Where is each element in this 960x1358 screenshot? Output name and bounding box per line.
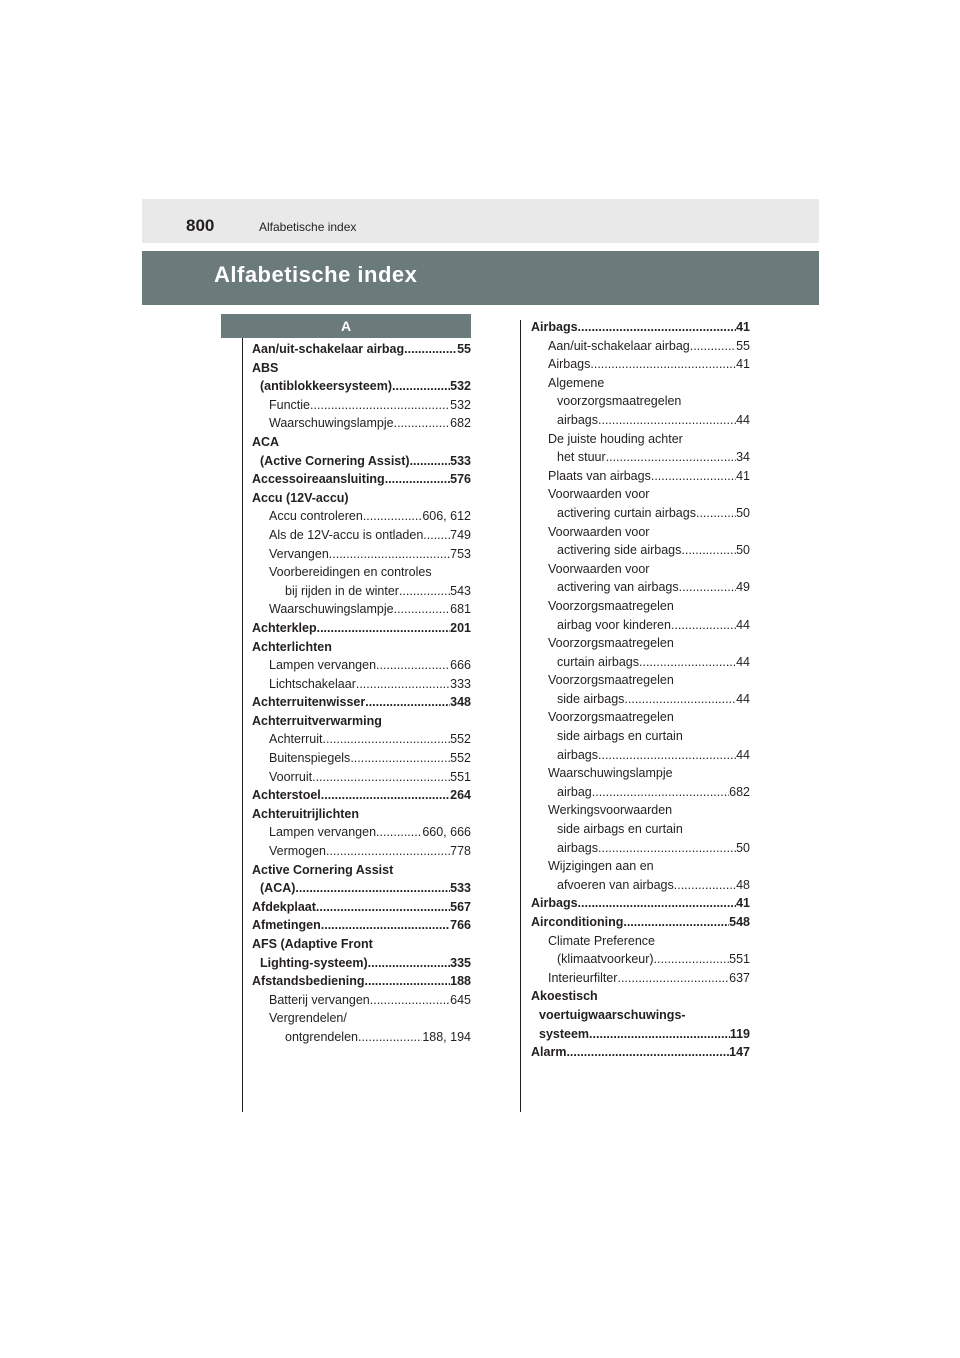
index-entry-term: Afstandsbediening: [252, 974, 365, 989]
index-entry-term: Voorruit: [269, 769, 313, 784]
index-entry: [531, 1043, 750, 1062]
index-entry-leader: [681, 541, 736, 560]
index-entry: [252, 470, 471, 489]
index-entry-page: 44: [736, 617, 750, 632]
index-entry-term: afvoeren van airbags: [557, 877, 674, 892]
index-entry-term: (Active Cornering Assist): [260, 453, 410, 468]
index-entry-leader: [696, 504, 736, 523]
index-entry: [531, 504, 750, 523]
index-entry-page: 41: [736, 320, 750, 334]
index-entry-page: 333: [450, 676, 471, 691]
index-entry-term: Voorbereidingen en controles: [269, 565, 432, 580]
index-entry-page: 533: [450, 881, 471, 896]
index-entry: [531, 430, 750, 449]
header-label: Alfabetische index: [259, 220, 357, 234]
index-entry-leader: [394, 600, 451, 619]
index-entry-term: airbags: [557, 412, 598, 427]
index-entry-leader: [623, 913, 729, 932]
index-entry-leader: [674, 876, 736, 895]
index-entry-term: bij rijden in de winter: [285, 583, 399, 598]
index-entry-page: 681: [450, 602, 471, 617]
index-entry-term: Aan/uit-schakelaar airbag: [548, 338, 690, 353]
index-entry-page: 606, 612: [422, 509, 471, 524]
index-entry-term: Vervangen: [269, 546, 329, 561]
section-header-a: [221, 314, 471, 338]
index-entry-page: 532: [450, 379, 471, 394]
index-entry: [531, 560, 750, 579]
index-entry-term: side airbags: [557, 691, 625, 706]
index-entry: [531, 578, 750, 597]
index-entry-leader: [368, 954, 450, 973]
index-entry: [531, 969, 750, 988]
index-entry: [531, 671, 750, 690]
index-entry: [252, 433, 471, 452]
index-entry-leader: [365, 693, 450, 712]
index-entry: [531, 653, 750, 672]
index-entry: [252, 414, 471, 433]
index-entry-leader: [326, 842, 450, 861]
index-entry-leader: [312, 768, 450, 787]
index-entry-page: 645: [450, 992, 471, 1007]
index-entry: [252, 619, 471, 638]
index-entry-leader: [363, 507, 423, 526]
index-entry-term: Afdekplaat: [252, 899, 316, 914]
index-entry-term: Batterij vervangen: [269, 992, 370, 1007]
index-entry-term: Voorzorgsmaatregelen: [548, 710, 674, 725]
right-index-column: [531, 318, 750, 1062]
index-entry-page: 55: [457, 342, 471, 356]
index-entry-term: side airbags en curtain: [557, 729, 683, 744]
index-entry-leader: [376, 656, 450, 675]
index-entry-leader: [578, 894, 737, 913]
index-entry-term: Airbags: [531, 896, 578, 911]
index-entry-page: 44: [736, 654, 750, 669]
index-entry-term: Accu controleren: [269, 509, 363, 524]
index-entry-page: 552: [450, 751, 471, 766]
index-entry-page: 335: [450, 955, 471, 970]
index-entry-term: Active Cornering Assist: [252, 862, 394, 877]
index-entry-page: 50: [736, 505, 750, 520]
index-entry-leader: [679, 578, 736, 597]
index-entry: [252, 638, 471, 657]
index-entry: [252, 452, 471, 471]
index-entry-term: Aan/uit-schakelaar airbag: [252, 342, 405, 356]
index-entry-leader: [365, 972, 451, 991]
index-entry: [252, 675, 471, 694]
index-entry-page: 50: [736, 840, 750, 855]
index-entry: [252, 693, 471, 712]
index-entry-term: airbag: [557, 784, 592, 799]
index-entry-term: Airbags: [531, 320, 578, 334]
index-entry-term: airbags: [557, 840, 598, 855]
index-entry-leader: [566, 1043, 729, 1062]
index-entry-page: 34: [736, 450, 750, 465]
index-entry-page: 637: [729, 970, 750, 985]
index-entry: [531, 1006, 750, 1025]
index-entry-term: Achterruit: [269, 732, 323, 747]
index-entry-term: Achterruitverwarming: [252, 713, 382, 728]
index-entry-page: 44: [736, 691, 750, 706]
index-entry-leader: [404, 340, 457, 359]
index-entry-term: Waarschuwingslampje: [269, 416, 394, 431]
index-entry-term: ACA: [252, 434, 280, 449]
index-entry: [531, 746, 750, 765]
index-entry-term: AFS (Adaptive Front: [252, 937, 373, 951]
index-entry: [531, 448, 750, 467]
index-entry-page: 551: [450, 769, 471, 784]
index-entry: [531, 690, 750, 709]
index-entry: [531, 913, 750, 932]
index-entry-leader: [671, 616, 736, 635]
index-entry: [252, 730, 471, 749]
index-entry: [252, 935, 471, 954]
index-entry: [531, 1025, 750, 1044]
index-entry-term: Voorwaarden voor: [548, 487, 650, 502]
index-entry: [531, 783, 750, 802]
index-entry-term: curtain airbags: [557, 654, 639, 669]
index-entry: [531, 764, 750, 783]
index-entry-page: 576: [450, 472, 471, 487]
index-entry: [252, 879, 471, 898]
index-entry-term: Voorzorgsmaatregelen: [548, 598, 674, 613]
index-entry-term: (antiblokkeersysteem): [260, 379, 393, 394]
index-entry-term: activering side airbags: [557, 543, 682, 558]
index-entry-leader: [410, 452, 451, 471]
index-entry-term: activering curtain airbags: [557, 505, 696, 520]
index-entry-page: 201: [450, 620, 471, 635]
index-entry-term: Voorwaarden voor: [548, 524, 650, 539]
index-entry: [252, 526, 471, 545]
index-entry: [252, 340, 471, 359]
index-entry-page: 188, 194: [422, 1029, 471, 1044]
index-entry-term: Buitenspiegels: [269, 751, 351, 766]
index-entry: [252, 991, 471, 1010]
index-entry-page: 147: [729, 1045, 750, 1060]
index-entry: [252, 656, 471, 675]
index-entry-term: Voorzorgsmaatregelen: [548, 673, 674, 688]
index-entry-term: Werkingsvoorwaarden: [548, 803, 673, 818]
index-entry-leader: [690, 337, 736, 356]
right-column-divider: [520, 320, 521, 1112]
index-entry-term: Achteruitrijlichten: [252, 806, 359, 821]
index-entry-leader: [399, 582, 450, 601]
index-entry-page: 55: [736, 338, 750, 353]
index-entry-term: (klimaatvoorkeur): [557, 952, 654, 967]
index-entry: [531, 876, 750, 895]
index-entry: [531, 839, 750, 858]
index-entry-page: 41: [736, 357, 750, 372]
index-entry-page: 49: [736, 580, 750, 595]
index-entry: [252, 712, 471, 731]
index-entry-leader: [385, 470, 450, 489]
left-column-divider: [242, 338, 243, 1112]
index-entry-leader: [598, 746, 736, 765]
index-entry-page: 264: [450, 788, 471, 803]
index-entry-term: Waarschuwingslampje: [548, 766, 673, 781]
index-entry-term: Accessoireaansluiting: [252, 472, 385, 487]
index-entry-term: Achterklep: [252, 620, 317, 635]
index-entry: [531, 801, 750, 820]
index-entry: [252, 396, 471, 415]
index-entry-term: Lichtschakelaar: [269, 676, 356, 691]
page-title: Alfabetische index: [214, 262, 418, 287]
index-entry-page: 660, 666: [422, 825, 471, 840]
index-entry-term: ontgrendelen: [285, 1029, 358, 1044]
index-entry-leader: [329, 545, 450, 564]
index-entry: [252, 545, 471, 564]
index-entry-leader: [370, 991, 450, 1010]
index-entry: [531, 634, 750, 653]
index-entry-page: 567: [450, 899, 471, 914]
index-entry-page: 753: [450, 546, 471, 561]
index-entry-term: Lampen vervangen: [269, 658, 377, 673]
index-entry-page: 532: [450, 397, 471, 412]
index-entry-page: 41: [736, 896, 750, 911]
page-number: 800: [186, 216, 215, 235]
index-entry-leader: [651, 467, 736, 486]
index-entry-term: Wijzigingen aan en: [548, 859, 654, 874]
index-entry-page: 188: [450, 974, 471, 989]
index-entry-term: Afmetingen: [252, 918, 321, 933]
index-entry: [531, 708, 750, 727]
index-entry-page: 548: [729, 915, 750, 929]
index-entry-term: Vermogen: [269, 844, 326, 859]
index-entry-term: Akoestisch: [531, 989, 598, 1004]
index-entry-page: 749: [450, 527, 471, 542]
index-entry-term: Als de 12V-accu is ontladen: [269, 527, 424, 542]
index-entry: [531, 857, 750, 876]
index-entry-term: het stuur: [557, 450, 606, 465]
index-entry-term: Interieurfilter: [548, 970, 618, 985]
index-entry-term: voorzorgsmaatregelen: [557, 394, 682, 409]
index-entry: [252, 861, 471, 880]
index-entry-leader: [589, 1025, 730, 1044]
index-entry: [531, 411, 750, 430]
index-entry-leader: [578, 318, 737, 337]
index-entry-leader: [654, 950, 730, 969]
index-entry-leader: [392, 377, 450, 396]
index-entry-term: voertuigwaarschuwings-: [539, 1007, 686, 1022]
index-entry: [531, 374, 750, 393]
index-entry-page: 682: [729, 784, 750, 799]
index-entry-term: Algemene: [548, 375, 605, 390]
left-index-column: [252, 340, 471, 1047]
index-entry-term: ABS: [252, 360, 279, 375]
index-entry-term: Lighting-systeem): [260, 955, 368, 970]
index-entry-term: Achterruitenwisser: [252, 695, 366, 710]
index-entry: [252, 916, 471, 935]
index-entry-leader: [358, 1028, 422, 1047]
index-entry-term: Airbags: [548, 357, 591, 372]
index-entry-term: Vergrendelen/: [269, 1011, 347, 1026]
index-entry-page: 44: [736, 747, 750, 762]
index-entry: [252, 359, 471, 378]
index-entry: [252, 842, 471, 861]
index-entry-term: Voorwaarden voor: [548, 561, 650, 576]
index-entry: [531, 541, 750, 560]
index-entry-leader: [606, 448, 736, 467]
index-entry: [531, 467, 750, 486]
index-entry-page: 41: [736, 468, 750, 483]
index-entry-page: 543: [450, 583, 471, 598]
index-entry-page: 552: [450, 732, 471, 747]
index-entry: [531, 987, 750, 1006]
index-entry: [531, 727, 750, 746]
index-entry-term: De juiste houding achter: [548, 431, 683, 446]
index-entry: [531, 932, 750, 951]
index-entry-term: Plaats van airbags: [548, 468, 651, 483]
index-entry: [531, 950, 750, 969]
index-entry-term: Achterstoel: [252, 788, 321, 803]
index-entry-term: airbag voor kinderen: [557, 617, 671, 632]
index-entry: [531, 616, 750, 635]
index-entry-term: (ACA): [260, 881, 296, 896]
index-entry-page: 533: [450, 453, 471, 468]
index-entry-page: 48: [736, 877, 750, 892]
index-entry-page: 44: [736, 412, 750, 427]
index-entry-leader: [321, 916, 450, 935]
index-entry-leader: [323, 730, 451, 749]
index-entry-leader: [350, 749, 450, 768]
index-entry-leader: [316, 898, 450, 917]
index-entry: [252, 1009, 471, 1028]
index-entry-leader: [356, 675, 450, 694]
index-entry-leader: [295, 879, 450, 898]
index-entry-page: 666: [450, 658, 471, 673]
index-entry: [531, 485, 750, 504]
index-entry: [252, 1028, 471, 1047]
index-entry: [252, 749, 471, 768]
index-entry-term: Achterlichten: [252, 639, 332, 654]
index-entry: [531, 355, 750, 374]
index-entry-leader: [590, 355, 736, 374]
index-entry-term: Airconditioning: [531, 915, 624, 929]
index-entry: [531, 318, 750, 337]
index-entry-page: 348: [450, 695, 471, 710]
index-entry-page: 119: [729, 1026, 750, 1041]
index-entry-leader: [598, 411, 736, 430]
section-letter: A: [340, 318, 352, 334]
index-entry-term: side airbags en curtain: [557, 822, 683, 837]
header-bar: [142, 199, 819, 243]
index-entry: [252, 377, 471, 396]
index-entry: [531, 392, 750, 411]
index-entry: [252, 600, 471, 619]
index-entry: [531, 337, 750, 356]
index-entry: [252, 805, 471, 824]
index-entry-leader: [624, 690, 736, 709]
index-entry-leader: [423, 526, 450, 545]
index-entry-term: Lampen vervangen: [269, 825, 377, 840]
index-entry-term: Climate Preference: [548, 933, 655, 948]
index-entry-leader: [617, 969, 729, 988]
index-entry-leader: [321, 786, 450, 805]
index-entry: [252, 768, 471, 787]
index-entry-term: activering van airbags: [557, 580, 679, 595]
index-entry-leader: [598, 839, 736, 858]
index-entry-term: airbags: [557, 747, 598, 762]
index-entry: [252, 898, 471, 917]
index-entry: [531, 597, 750, 616]
index-entry: [531, 894, 750, 913]
index-entry-leader: [376, 823, 422, 842]
index-entry-page: 778: [450, 844, 471, 859]
index-entry-leader: [592, 783, 729, 802]
index-entry-term: systeem: [539, 1026, 590, 1041]
index-entry-leader: [394, 414, 451, 433]
index-entry: [252, 972, 471, 991]
index-entry-term: Accu (12V-accu): [252, 490, 349, 505]
index-entry-leader: [310, 396, 450, 415]
index-entry: [252, 786, 471, 805]
index-entry-term: Functie: [269, 397, 310, 412]
index-entry: [252, 823, 471, 842]
index-entry-leader: [639, 653, 736, 672]
index-entry-leader: [317, 619, 451, 638]
index-entry-term: Voorzorgsmaatregelen: [548, 636, 674, 651]
index-entry-term: Alarm: [531, 1045, 567, 1060]
index-entry: [252, 563, 471, 582]
index-entry: [531, 820, 750, 839]
index-entry-page: 766: [450, 918, 471, 933]
index-entry-page: 551: [729, 952, 750, 967]
index-entry: [252, 954, 471, 973]
index-entry: [252, 489, 471, 508]
index-entry: [252, 582, 471, 601]
index-entry: [252, 507, 471, 526]
index-entry-page: 50: [736, 543, 750, 558]
index-entry: [531, 523, 750, 542]
index-entry-term: Waarschuwingslampje: [269, 602, 394, 617]
index-entry-page: 682: [450, 416, 471, 431]
